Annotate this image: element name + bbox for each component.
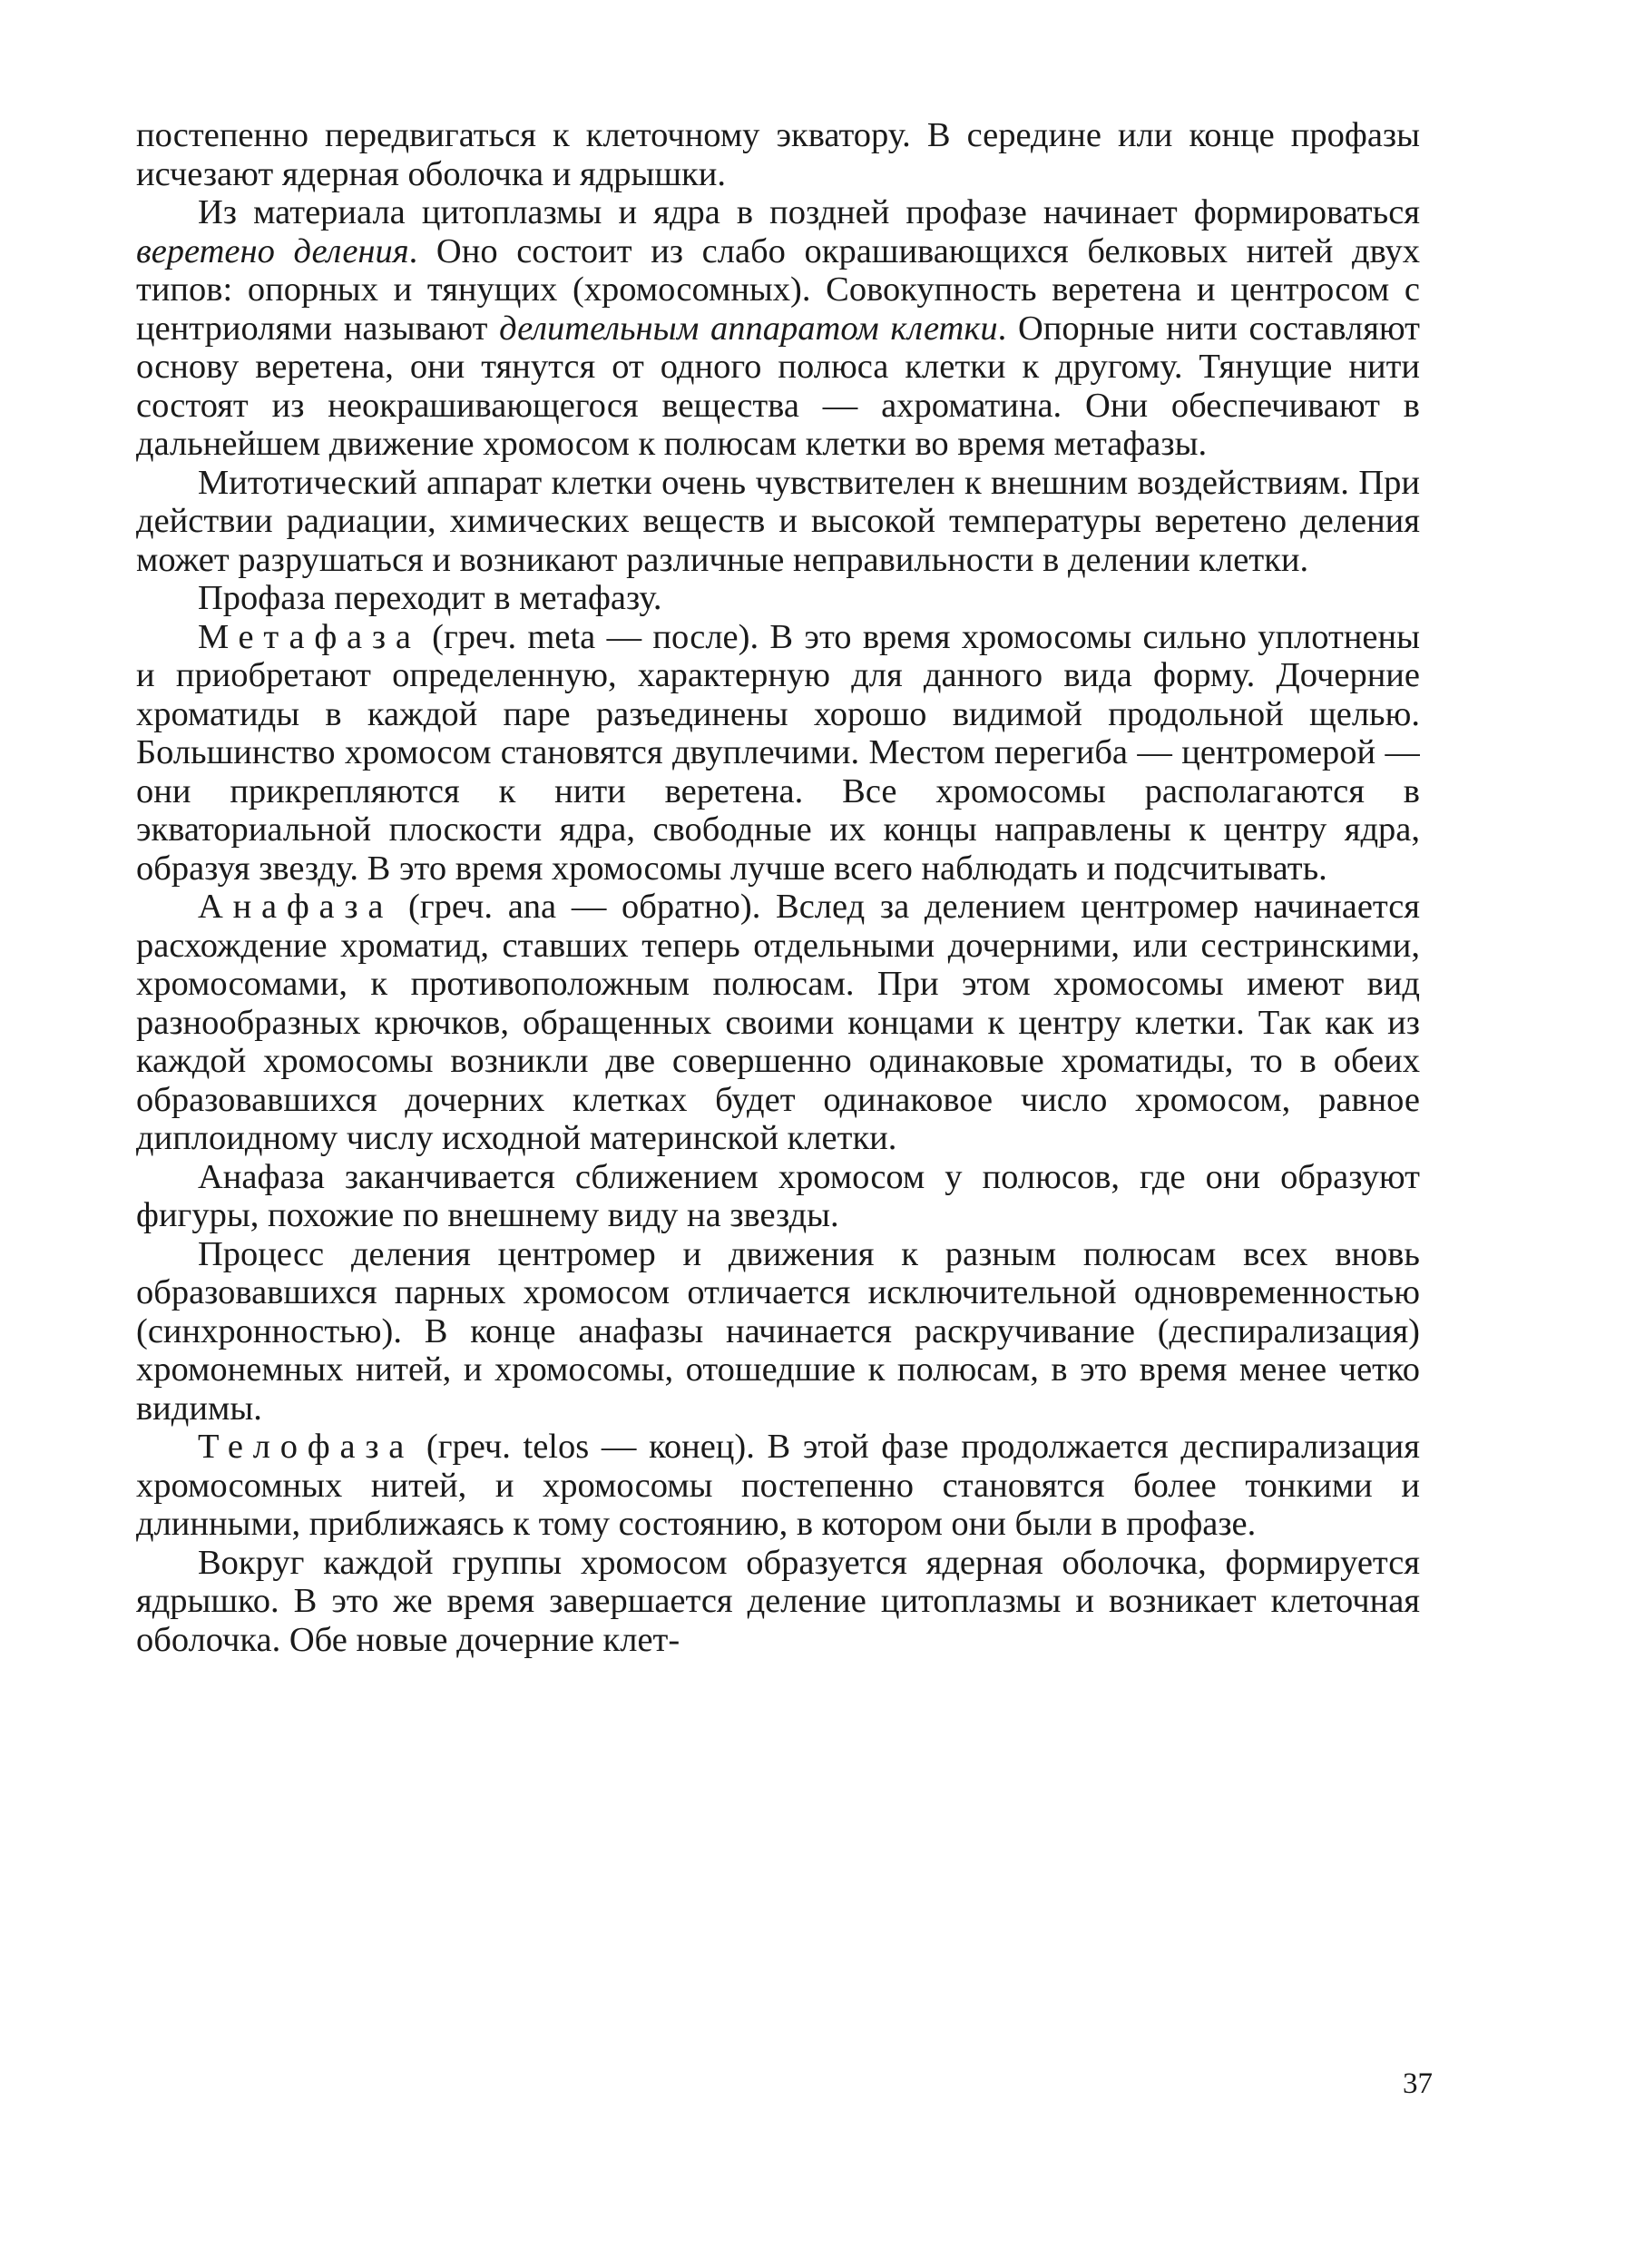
page-body	[136, 116, 1420, 2167]
text-segment: постепенно передвигаться к клеточному экватору. В середине или конце профазы исчезают ядерная оболочка и ядрышки.	[136, 116, 1420, 193]
text-column	[136, 116, 1420, 1659]
text-segment: Профаза переходит в метафазу.	[198, 579, 662, 617]
text-segment: Митотический аппарат клетки очень чувствителен к внешним воздействиям. При действии радиации, химических веществ и высокой температуры веретено деления может разрушаться и возникают различные неправильности в делении клетки.	[136, 463, 1420, 579]
text-segment: Из материала цитоплазмы и ядра в поздней профазе начинает формироваться	[198, 193, 1420, 231]
paragraph-telophase	[136, 1428, 1420, 1544]
text-segment: Процесс деления центромер и движения к разным полюсам всех вновь образовавшихся парных хромосом отличается исключительной одновременностью (синхронностью). В конце анафазы начинается раскручивание (деспирализация) хромонемных нитей, и хромосомы, отошедшие к полюсам, в это время менее четко видимы.	[136, 1234, 1420, 1428]
text-segment: . Опорные нити составляют основу веретена, они тянутся от одного полюса клетки к другому. Тянущие нити состоят из неокрашивающегося вещества — ахроматина. Они обеспечивают в дальнейшем движение хромосом к полюсам клетки во время метафазы.	[136, 309, 1420, 463]
paragraph-centromere-division	[136, 1235, 1420, 1429]
phase-heading: Телофаза	[198, 1428, 415, 1466]
page-number: 37	[1403, 2067, 1433, 2100]
paragraph-prophase-end	[136, 116, 1420, 193]
phase-heading: Метафаза	[198, 617, 421, 656]
phase-heading: Анафаза	[198, 888, 394, 926]
paragraph-spindle	[136, 193, 1420, 464]
paragraph-anaphase-end	[136, 1158, 1420, 1235]
paragraph-prophase-transition	[136, 579, 1420, 618]
text-segment: (греч. meta — после). В это время хромосомы сильно уплотнены и приобретают определенную, характерную для данного вида форму. Дочерние хроматиды в каждой паре разъединены хорошо видимой продольной щелью. Большинство хромосом становятся двуплечими. Местом перегиба — центромерой — они прикрепляются к нити веретена. Все хромосомы располагаются в экваториальной плоскости ядра, свободные их концы направлены к центру ядра, образуя звезду. В это время хромосомы лучше всего наблюдать и подсчитывать.	[136, 617, 1420, 888]
text-segment: Анафаза заканчивается сближением хромосом у полюсов, где они образуют фигуры, похожие по внешнему виду на звезды.	[136, 1157, 1420, 1234]
text-segment: . Оно состоит из слабо окрашивающихся белковых нитей двух типов: опорных и тянущих (хромосомных). Совокупность веретена и центросом с центриолями называют	[136, 231, 1420, 348]
paragraph-anaphase	[136, 888, 1420, 1158]
text-segment: Вокруг каждой группы хромосом образуется ядерная оболочка, формируется ядрышко. В это же время завершается деление цитоплазмы и возникает клеточная оболочка. Обе новые дочерние клет-	[136, 1543, 1420, 1659]
emphasized-term: веретено деления	[136, 231, 409, 270]
emphasized-term: делительным аппаратом клетки	[499, 309, 998, 348]
paragraph-nuclear-envelope	[136, 1544, 1420, 1660]
text-segment: (греч. ana — обратно). Вслед за делением центромер начинается расхождение хроматид, ставших теперь отдельными дочерними, или сестринскими, хромосомами, к противоположным полюсам. При этом хромосомы имеют вид разнообразных крючков, обращенных своими концами к центру клетки. Так как из каждой хромосомы возникли две совершенно одинаковые хроматиды, то в обеих образовавшихся дочерних клетках будет одинаковое число хромосом, равное диплоидному числу исходной материнской клетки.	[136, 888, 1420, 1157]
text-segment: (греч. telos — конец). В этой фазе продолжается деспирализация хромосомных нитей, и хромосомы постепенно становятся более тонкими и длинными, приближаясь к тому состоянию, в котором они были в профазе.	[136, 1428, 1420, 1543]
paragraph-metaphase	[136, 618, 1420, 889]
paragraph-mitotic-apparatus	[136, 464, 1420, 580]
